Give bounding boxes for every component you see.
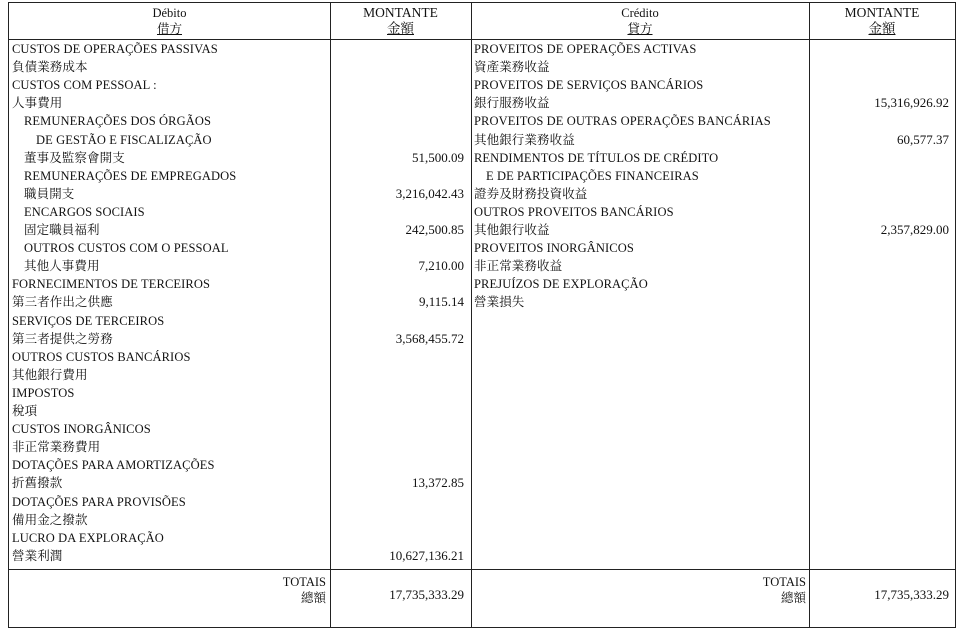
ledger-line-label: DOTAÇÕES PARA PROVISÕES [12, 494, 186, 509]
ledger-line-label: 第三者提供之勞務 [12, 331, 113, 346]
ledger-line-label: DOTAÇÕES PARA AMORTIZAÇÕES [12, 458, 215, 473]
debit-header-zh: 借方 [156, 22, 182, 36]
ledger-line-label: 固定職員福利 [24, 223, 100, 237]
ledger-line-amount: 51,500.09 [412, 149, 464, 165]
ledger-line-label: FORNECIMENTOS DE TERCEIROS [12, 277, 210, 292]
credit-totals-label-zh: 總額 [780, 591, 806, 605]
debit-amount-header-zh: 金額 [387, 21, 414, 36]
ledger-line-amount: 10,627,136.21 [389, 547, 464, 563]
debit-totals-label [9, 574, 326, 606]
ledger-line-amount: 9,115.14 [418, 294, 464, 310]
ledger-line-label: REMUNERAÇÕES DOS ÓRGÃOS [24, 114, 212, 129]
ledger-line-label: PREJUÍZOS DE EXPLORAÇÃO [474, 277, 648, 292]
credit-amount-header-pt: MONTANTE [844, 5, 920, 20]
ledger-line-amount: 13,372.85 [412, 475, 464, 491]
ledger-line-label: 資產業務收益 [474, 60, 550, 75]
ledger-line-label: 非正常業務費用 [12, 440, 101, 455]
ledger-line-label: ENCARGOS SOCIAIS [24, 204, 145, 219]
ledger-line-label: 折舊撥款 [12, 476, 63, 491]
column-divider [330, 3, 331, 627]
ledger-line-label: CUSTOS DE OPERAÇÕES PASSIVAS [12, 42, 218, 56]
ledger-line-amount: 2,357,829.00 [880, 222, 949, 237]
credit-amount-header-zh: 金額 [868, 21, 896, 36]
ledger-line-label: PROVEITOS DE OUTRAS OPERAÇÕES BANCÁRIAS [474, 114, 771, 129]
ledger-line-label: CUSTOS INORGÂNICOS [12, 422, 151, 437]
ledger-line-label: SERVIÇOS DE TERCEIROS [12, 313, 165, 328]
column-divider [809, 3, 810, 627]
totals-label-zh: 總額 [300, 591, 326, 605]
ledger-line-label: CUSTOS COM PESSOAL : [12, 78, 157, 93]
ledger-line-label: 稅項 [12, 404, 38, 418]
ledger-line-label: OUTROS PROVEITOS BANCÁRIOS [474, 204, 674, 219]
ledger-line-label: IMPOSTOS [12, 385, 75, 400]
ledger-line-amount: 60,577.37 [897, 131, 949, 147]
ledger-line-label: PROVEITOS INORGÂNICOS [474, 241, 634, 256]
ledger-line-label: 其他銀行費用 [12, 367, 88, 382]
ledger-line-label: 其他人事費用 [24, 259, 100, 274]
ledger-line-label: 其他銀行業務收益 [474, 132, 575, 147]
debit-total-amount: 17,735,333.29 [389, 587, 464, 602]
ledger-line-label: PROVEITOS DE OPERAÇÕES ACTIVAS [474, 42, 697, 56]
ledger-line-label: 營業損失 [474, 295, 525, 310]
financial-statement-table [8, 2, 956, 628]
credit-totals-label [471, 574, 806, 606]
debit-amount-header-pt: MONTANTE [363, 5, 438, 20]
ledger-line-label: 董事及監察會開支 [24, 150, 125, 165]
credit-amount-header [809, 5, 955, 37]
ledger-line-label: OUTROS CUSTOS BANCÁRIOS [12, 349, 191, 364]
ledger-line-amount: 242,500.85 [405, 222, 464, 237]
ledger-line-label: PROVEITOS DE SERVIÇOS BANCÁRIOS [474, 78, 704, 93]
ledger-line-label: 職員開支 [24, 186, 75, 201]
ledger-line-label: 非正常業務收益 [474, 259, 563, 274]
debit-header-pt: Débito [152, 6, 187, 20]
ledger-line-label: RENDIMENTOS DE TÍTULOS DE CRÉDITO [474, 150, 719, 165]
ledger-line-label: OUTROS CUSTOS COM O PESSOAL [24, 241, 229, 256]
ledger-line-amount: 3,216,042.43 [395, 185, 464, 201]
totals-divider [9, 569, 955, 570]
totals-label-pt: TOTAIS [282, 575, 326, 589]
column-divider [471, 3, 472, 627]
ledger-line-label: 證券及財務投資收益 [474, 186, 588, 201]
ledger-line-label: 第三者作出之供應 [12, 295, 113, 310]
ledger-line-label: LUCRO DA EXPLORAÇÃO [12, 530, 164, 545]
ledger-line-label: 負債業務成本 [12, 60, 88, 75]
credit-header-pt: Crédito [621, 6, 659, 20]
credit-total-amount: 17,735,333.29 [874, 587, 949, 602]
credit-header-zh: 貸方 [627, 22, 653, 36]
ledger-line-label: 備用金之撥款 [12, 512, 88, 527]
ledger-line-label: REMUNERAÇÕES DE EMPREGADOS [24, 168, 237, 183]
ledger-line-amount: 15,316,926.92 [874, 95, 949, 111]
ledger-line-label: 其他銀行收益 [474, 223, 550, 237]
ledger-line-label: 銀行服務收益 [474, 96, 550, 111]
credit-totals-label-pt: TOTAIS [762, 575, 806, 589]
ledger-line-label: E DE PARTICIPAÇÕES FINANCEIRAS [486, 168, 699, 183]
credit-header [471, 5, 809, 37]
ledger-line-amount: 7,210.00 [418, 258, 464, 274]
ledger-line-label: DE GESTÃO E FISCALIZAÇÃO [36, 132, 212, 147]
ledger-line-label: 營業利潤 [12, 548, 63, 563]
debit-header [9, 5, 330, 37]
debit-amount-header [330, 5, 471, 37]
ledger-line-amount: 3,568,455.72 [395, 330, 464, 346]
ledger-line-label: 人事費用 [12, 96, 63, 111]
